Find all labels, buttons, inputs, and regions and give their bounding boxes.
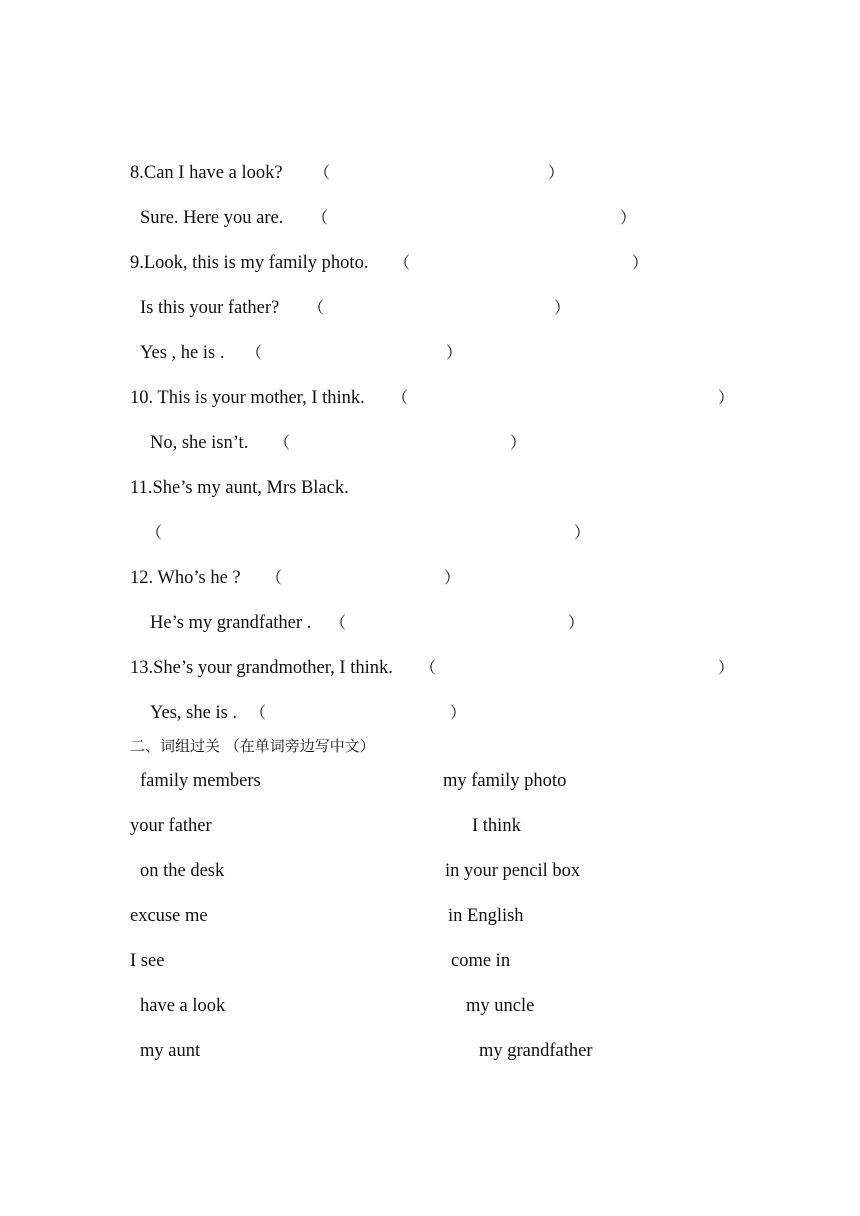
sentence-13a: 13.She’s your grandmother, I think.: [130, 658, 393, 678]
answer-close-9c: ）: [446, 343, 463, 362]
sentence-9b: Is this your father?: [140, 298, 280, 318]
answer-open-8b: （: [312, 208, 329, 227]
answer-close-9a: ）: [632, 253, 649, 272]
phrase-left-7: my aunt: [140, 1041, 201, 1061]
sentence-9a: 9.Look, this is my family photo.: [130, 253, 369, 273]
answer-close-11: ）: [574, 523, 591, 542]
phrase-left-2: your father: [130, 816, 212, 836]
sentence-11: 11.She’s my aunt, Mrs Black.: [130, 478, 349, 498]
answer-open-10a: （: [392, 388, 409, 407]
answer-close-13a: ）: [718, 658, 735, 677]
answer-open-8a: （: [314, 163, 331, 182]
answer-open-10b: （: [274, 433, 291, 452]
answer-open-9a: （: [394, 253, 411, 272]
answer-open-9b: （: [308, 298, 325, 317]
phrase-left-4: excuse me: [130, 906, 208, 926]
phrase-right-4: in English: [448, 906, 524, 926]
sentence-10b: No, she isn’t.: [150, 433, 249, 453]
answer-close-9b: ）: [554, 298, 571, 317]
answer-close-10b: ）: [510, 433, 527, 452]
answer-open-13a: （: [420, 658, 437, 677]
sentence-12b: He’s my grandfather .: [150, 613, 312, 633]
phrase-left-6: have a look: [140, 996, 226, 1016]
phrase-right-3: in your pencil box: [445, 861, 581, 881]
answer-close-10a: ）: [718, 388, 735, 407]
section-heading: 二、词组过关 （在单词旁边写中文）: [130, 737, 375, 755]
phrase-right-5: come in: [451, 951, 511, 971]
sentence-8a: 8.Can I have a look?: [130, 163, 283, 183]
sentence-9c: Yes , he is .: [140, 343, 225, 363]
phrase-right-7: my grandfather: [479, 1041, 593, 1061]
answer-open-12a: （: [266, 568, 283, 587]
answer-close-13b: ）: [450, 703, 467, 722]
phrase-left-3: on the desk: [140, 861, 225, 881]
phrase-right-2: I think: [472, 816, 521, 836]
answer-open-11: （: [146, 523, 163, 542]
phrase-right-1: my family photo: [443, 771, 567, 791]
answer-close-12a: ）: [444, 568, 461, 587]
answer-close-8b: ）: [620, 208, 637, 227]
answer-open-12b: （: [330, 613, 347, 632]
sentence-13b: Yes, she is .: [150, 703, 238, 723]
phrase-right-6: my uncle: [466, 996, 535, 1016]
answer-open-13b: （: [250, 703, 267, 722]
answer-close-12b: ）: [568, 613, 585, 632]
phrase-left-1: family members: [140, 771, 261, 791]
sentence-8b: Sure. Here you are.: [140, 208, 284, 228]
phrase-left-5: I see: [130, 951, 165, 971]
answer-open-9c: （: [246, 343, 263, 362]
sentence-12a: 12. Who’s he ?: [130, 568, 241, 588]
sentence-10a: 10. This is your mother, I think.: [130, 388, 365, 408]
answer-close-8a: ）: [548, 163, 565, 182]
